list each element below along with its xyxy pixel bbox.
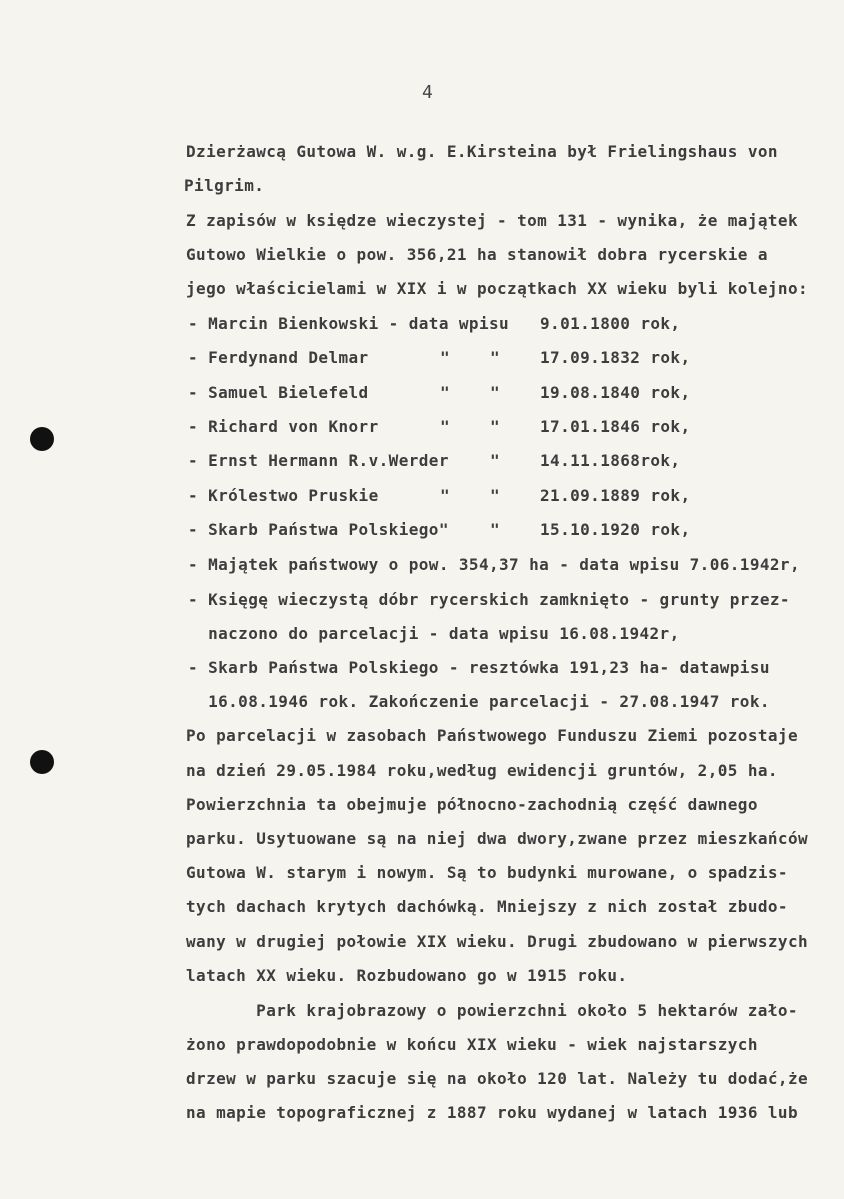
ditto-mark: ": [490, 417, 500, 436]
ditto-mark: ": [490, 486, 500, 505]
intro-line: Gutowo Wielkie o pow. 356,21 ha stanowił dobra rycerskie a: [186, 245, 768, 264]
owner-name: - Królestwo Pruskie: [188, 486, 379, 505]
owner-name: - Samuel Bielefeld: [188, 383, 369, 402]
owner-date: 21.09.1889 rok,: [540, 486, 691, 505]
ditto-mark: ": [490, 383, 500, 402]
body-line: Park krajobrazowy o powierzchni około 5 hektarów zało-: [206, 1001, 798, 1020]
intro-line: Pilgrim.: [184, 176, 265, 195]
body-line: Powierzchnia ta obejmuje północno-zachodnią część dawnego: [186, 795, 758, 814]
body-line: tych dachach krytych dachówką. Mniejszy z nich został zbudo-: [186, 897, 788, 916]
owner-date: 17.09.1832 rok,: [540, 348, 691, 367]
owner-date: 19.08.1840 rok,: [540, 383, 691, 402]
intro-line: Dzierżawcą Gutowa W. w.g. E.Kirsteina był Frielingshaus von: [186, 142, 778, 161]
body-line: wany w drugiej połowie XIX wieku. Drugi zbudowano w pierwszych: [186, 932, 809, 951]
body-line: na dzień 29.05.1984 roku,według ewidencji gruntów, 2,05 ha.: [186, 761, 778, 780]
owner-date: 15.10.1920 rok,: [540, 520, 691, 539]
ditto-mark: ": [490, 348, 500, 367]
body-line: 16.08.1946 rok. Zakończenie parcelacji - 27.08.1947 rok.: [188, 692, 770, 711]
body-line: - Skarb Państwa Polskiego - resztówka 191,23 ha- datawpisu: [188, 658, 770, 677]
body-line: Po parcelacji w zasobach Państwowego Funduszu Ziemi pozostaje: [186, 726, 799, 745]
body-line: latach XX wieku. Rozbudowano go w 1915 roku.: [186, 966, 628, 985]
ditto-mark: ": [490, 451, 500, 470]
ditto-mark: ": [440, 383, 450, 402]
body-line: drzew w parku szacuje się na około 120 lat. Należy tu dodać,że: [186, 1069, 809, 1088]
body-line: na mapie topograficznej z 1887 roku wydanej w latach 1936 lub: [186, 1103, 799, 1122]
owner-date: 17.01.1846 rok,: [540, 417, 691, 436]
owner-name: - Skarb Państwa Polskiego": [188, 520, 449, 539]
intro-line: Z zapisów w księdze wieczystej - tom 131 - wynika, że majątek: [186, 211, 799, 230]
body-line: parku. Usytuowane są na niej dwa dwory,zwane przez mieszkańców: [186, 829, 809, 848]
body-line: - Majątek państwowy o pow. 354,37 ha - data wpisu 7.06.1942r,: [188, 555, 801, 574]
page-number: 4: [422, 82, 433, 103]
ditto-mark: ": [440, 417, 450, 436]
punch-hole: [30, 750, 54, 774]
ditto-mark: ": [440, 486, 450, 505]
body-line: żono prawdopodobnie w końcu XIX wieku - wiek najstarszych: [186, 1035, 758, 1054]
owner-name: - Ernst Hermann R.v.Werder: [188, 451, 449, 470]
intro-line: jego właścicielami w XIX i w początkach XX wieku byli kolejno:: [186, 279, 809, 298]
body-line: - Księgę wieczystą dóbr rycerskich zamknięto - grunty przez-: [188, 590, 790, 609]
owner-name: - Marcin Bienkowski - data wpisu: [188, 314, 510, 333]
body-line: Gutowa W. starym i nowym. Są to budynki murowane, o spadzis-: [186, 863, 788, 882]
body-line: naczono do parcelacji - data wpisu 16.08.1942r,: [188, 624, 680, 643]
punch-hole: [30, 427, 54, 451]
owner-date: 14.11.1868rok,: [540, 451, 681, 470]
owner-name: - Richard von Knorr: [188, 417, 379, 436]
owner-date: 9.01.1800 rok,: [540, 314, 681, 333]
owner-name: - Ferdynand Delmar: [188, 348, 369, 367]
ditto-mark: ": [490, 520, 500, 539]
ditto-mark: ": [440, 348, 450, 367]
